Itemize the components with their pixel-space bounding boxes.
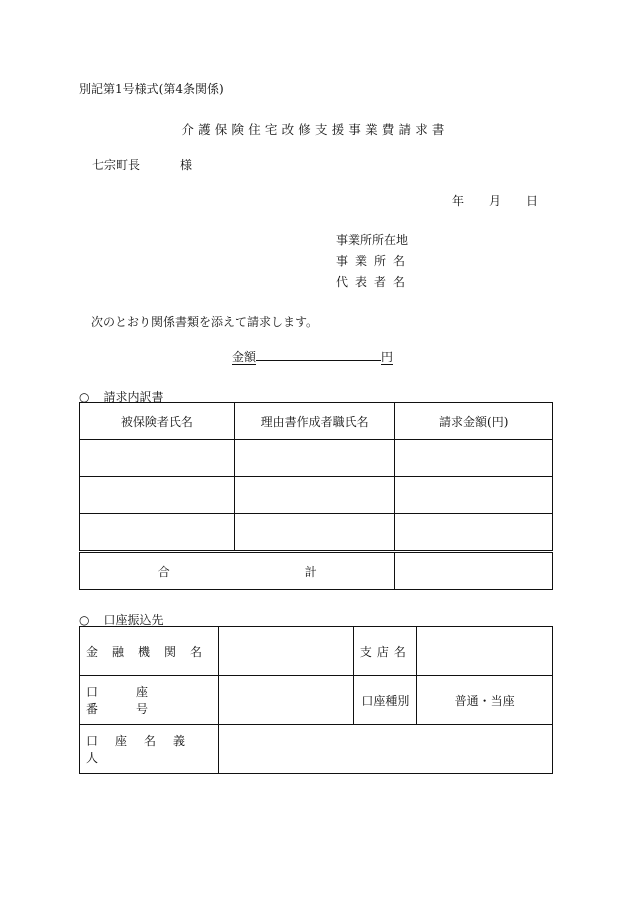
header-insured-name: 被保険者氏名 [80, 403, 235, 440]
header-claim-amount: 請求金額(円) [395, 403, 553, 440]
date-line [452, 192, 538, 209]
section-title: 請求内訳書 [103, 390, 164, 404]
bank-row [80, 627, 553, 676]
amount-line [232, 348, 393, 365]
cell-claim-amount[interactable] [395, 477, 553, 514]
bank-name-label-text: 金融機関名 [86, 644, 217, 659]
cell-insured-name[interactable] [80, 514, 235, 552]
amount-label: 金額 [232, 350, 257, 364]
branch-label-text: 支店名 [359, 644, 411, 659]
bank-name-label [80, 627, 219, 676]
total-label-left: 合 [157, 564, 170, 579]
circle-marker: ○ [79, 390, 90, 404]
cell-total-amount[interactable] [395, 552, 553, 590]
cell-report-author[interactable] [234, 477, 395, 514]
addressee [92, 156, 192, 173]
circle-marker: ○ [79, 613, 90, 627]
cell-report-author[interactable] [234, 440, 395, 477]
cell-claim-amount[interactable] [395, 514, 553, 552]
account-type-label-text: 口座種別 [361, 693, 410, 708]
addressee-name: 七宗町長 [92, 158, 141, 172]
account-number-row [80, 676, 553, 725]
account-holder-label [80, 725, 219, 774]
cell-report-author[interactable] [234, 514, 395, 552]
account-holder-row [80, 725, 553, 774]
account-holder-cell[interactable] [218, 725, 552, 774]
amount-unit: 円 [381, 350, 394, 364]
branch-label [354, 627, 417, 676]
bank-account-table [79, 626, 553, 774]
account-number-label [80, 676, 219, 725]
date-month: 月 [489, 194, 502, 208]
date-year: 年 [452, 194, 465, 208]
document-title: 介護保険住宅改修支援事業費請求書 [181, 122, 449, 137]
account-type-value[interactable] [417, 676, 553, 725]
total-label-right: 計 [304, 564, 317, 579]
bank-name-cell[interactable] [218, 627, 354, 676]
claim-details-table [79, 402, 553, 590]
table-row [80, 514, 553, 552]
date-day: 日 [526, 194, 539, 208]
representative-label: 代表者名 [336, 275, 413, 289]
total-row [80, 552, 553, 590]
cell-claim-amount[interactable] [395, 440, 553, 477]
office-location-label: 事業所所在地 [336, 233, 409, 247]
office-name-label: 事業所名 [336, 254, 413, 268]
header-report-author: 理由書作成者職氏名 [234, 403, 395, 440]
account-number-label-text: 口座番号 [86, 685, 187, 716]
account-type-label [354, 676, 417, 725]
cell-insured-name[interactable] [80, 477, 235, 514]
addressee-honorific: 様 [180, 158, 193, 172]
table-row [80, 440, 553, 477]
account-holder-label-text: 口座名義人 [86, 734, 203, 765]
table-header-row [80, 403, 553, 440]
account-type-value-text: 普通・当座 [454, 693, 515, 708]
form-reference: 別記第1号様式(第4条関係) [79, 82, 224, 96]
table-row [80, 477, 553, 514]
branch-cell[interactable] [417, 627, 553, 676]
cell-insured-name[interactable] [80, 440, 235, 477]
intro-text: 次のとおり関係書類を添えて請求します。 [91, 315, 319, 329]
section-title: 口座振込先 [103, 613, 164, 627]
applicant-block [336, 230, 412, 293]
account-number-cell[interactable] [218, 676, 354, 725]
amount-blank [256, 360, 381, 361]
total-label [80, 552, 395, 590]
